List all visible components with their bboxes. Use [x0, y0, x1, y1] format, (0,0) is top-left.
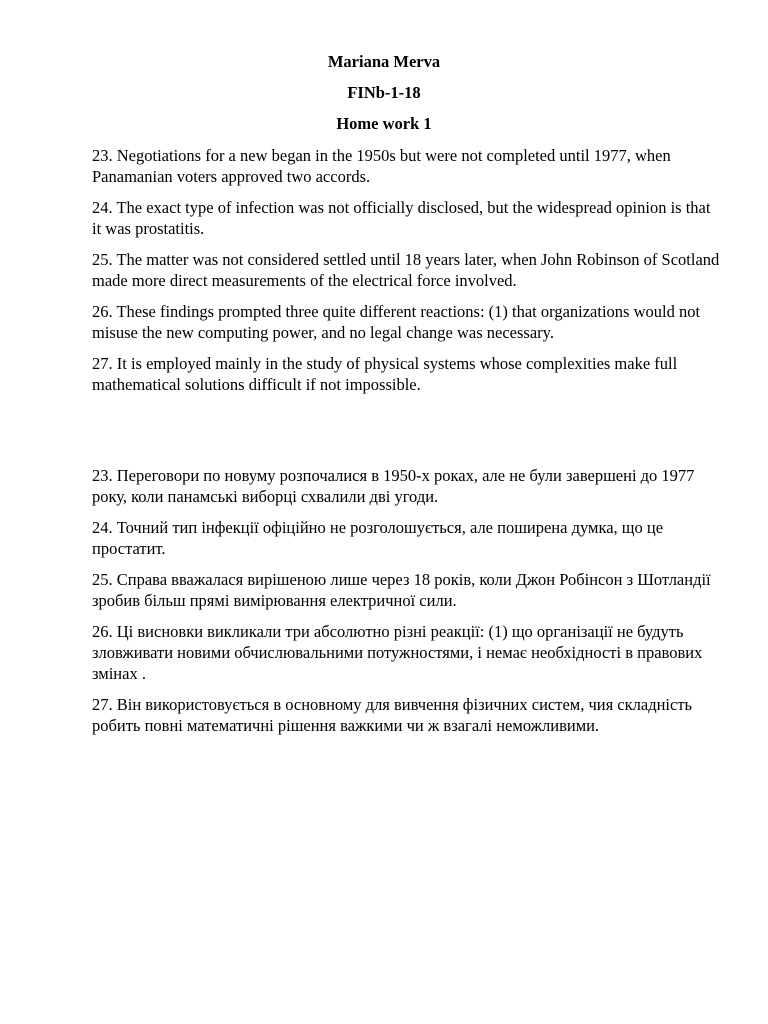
ukrainian-sentence-26: 26. Ці висновки викликали три абсолютно різні реакції: (1) що організації не будуть зловживати новими обчислювальними потужностями, і немає необхідності в правових змінах . — [92, 622, 703, 683]
ukrainian-sentence-23: 23. Переговори по новуму розпочалися в 1950-х роках, але не були завершені до 1977 року, коли панамські виборці схвалили дві угоди. — [92, 466, 695, 506]
english-sentences — [92, 145, 722, 405]
english-sentence-26: 26. These findings prompted three quite different reactions: (1) that organizations would not misuse the new computing power, and no legal change was necessary. — [92, 302, 701, 342]
document-title: Home work 1 — [336, 114, 432, 133]
english-sentence-27: 27. It is employed mainly in the study of physical systems whose complexities make full mathematical solutions difficult if not impossible. — [92, 354, 678, 394]
ukrainian-sentence-24: 24. Точний тип інфекції офіційно не розголошується, але поширена думка, що це простатит. — [92, 518, 664, 558]
ukrainian-sentence-27: 27. Він використовується в основному для вивчення фізичних систем, чия складність робить повні математичні рішення важкими чи ж взагалі неможливими. — [92, 695, 693, 735]
group-code: FINb-1-18 — [347, 83, 421, 102]
ukrainian-sentence-25: 25. Справа вважалася вирішеною лише через 18 років, коли Джон Робінсон з Шотландії зробив більш прямі вимірювання електричної сили. — [92, 570, 711, 610]
author-name: Mariana Merva — [327, 52, 441, 71]
english-sentence-23: 23. Negotiations for a new began in the 1950s but were not completed until 1977, when Panamanian voters approved two accords. — [92, 146, 671, 186]
english-sentence-24: 24. The exact type of infection was not officially disclosed, but the widespread opinion is that it was prostatitis. — [92, 198, 711, 238]
ukrainian-translations — [92, 465, 722, 746]
english-sentence-25: 25. The matter was not considered settled until 18 years later, when John Robinson of Scotland made more direct measurements of the electrical force involved. — [92, 250, 720, 290]
